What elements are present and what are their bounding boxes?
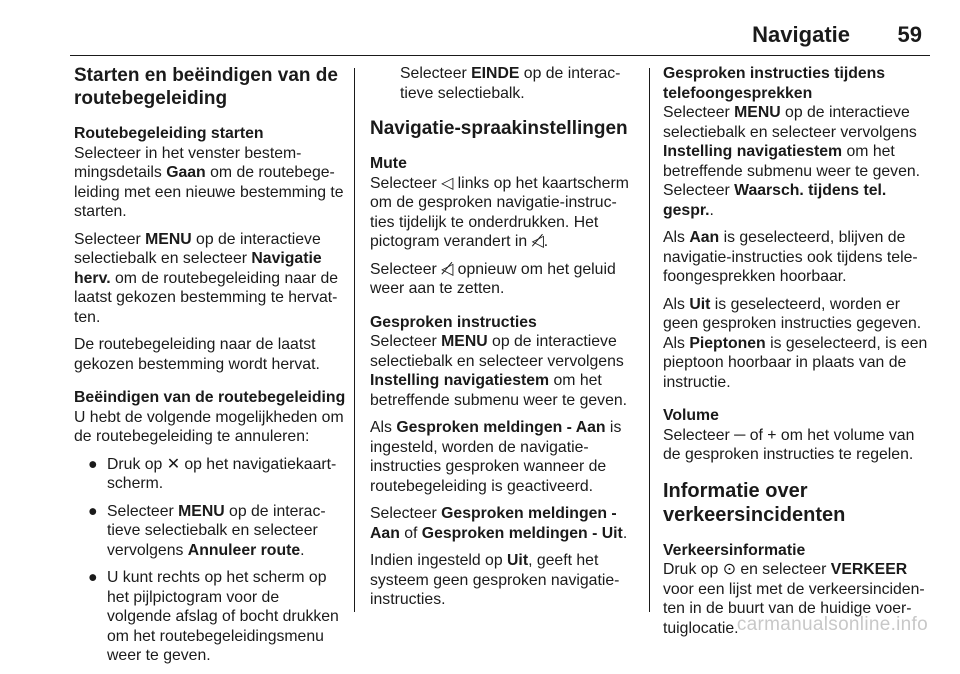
close-icon: ✕ — [166, 455, 180, 473]
page-header — [70, 18, 930, 56]
section-heading: Informatie over verkeersincidenten — [663, 479, 846, 526]
paragraph: De routebegeleiding naar de laatst gekozen bestemming wordt hervat. — [74, 336, 320, 373]
paragraph: Als Gesproken meldingen - Aan is ingesteld, worden de navigatie-instructies gesproken wanneer de routebegeleiding is geactiveerd. — [370, 419, 622, 495]
header-rule — [70, 55, 930, 56]
subheading: Verkeersinformatie — [663, 541, 806, 559]
paragraph: Selecteer Gesproken meldingen - Aan of Gesproken meldingen - Uit. — [370, 505, 628, 542]
subheading: Beëindigen van de routebegeleiding — [74, 389, 346, 406]
paragraph: Selecteer EINDE op de interac-tieve selectiebalk. — [400, 65, 621, 102]
speaker-icon: ◁ — [441, 174, 454, 192]
paragraph: Selecteer ◁ links op het kaartscherm om de gesproken navigatie-instruc-ties tijdelijk te onderdrukken. Het pictogram verandert in ◁̸. — [370, 174, 629, 250]
plus-icon: + — [767, 426, 777, 444]
subheading: Routebegeleiding starten — [74, 125, 264, 142]
column-divider-2 — [649, 68, 650, 612]
subheading: Mute — [370, 155, 407, 172]
bullet-list — [74, 455, 346, 666]
subheading: Volume — [663, 407, 719, 424]
list-item: ● Druk op ✕ op het navigatiekaart-scherm. — [88, 455, 337, 492]
speaker-muted-icon: ◁̸ — [531, 233, 544, 250]
bullet-icon: ● — [88, 455, 98, 473]
bullet-icon: ● — [88, 569, 98, 586]
paragraph: Selecteer MENU op de interactieve selectiebalk en selecteer vervolgens Instelling navigatiestem om het betreffende submenu weer te geven. Selecteer Waarsch. tijdens tel. gespr.. — [663, 104, 921, 219]
paragraph: Selecteer MENU op de interactieve selectiebalk en selecteer Navigatie herv. om de routebegeleiding naar de laatst gekozen bestemming te hervat-ten. — [74, 230, 339, 326]
paragraph: U hebt de volgende mogelijkheden om de routebegeleiding te annuleren: — [74, 408, 344, 445]
page-number: 59 — [897, 22, 922, 47]
paragraph: Indien ingesteld op Uit, geeft het systeem geen gesproken navigatie-instructies. — [370, 552, 620, 608]
list-item: ● Selecteer MENU op de interac-tieve selectiebalk en selecteer vervolgens Annuleer route. — [88, 502, 326, 559]
subheading: Gesproken instructies — [370, 313, 537, 331]
speaker-muted-icon: ◁̸ — [441, 260, 454, 278]
paragraph: Als Aan is geselecteerd, blijven de navigatie-instructies ook tijdens tele-foongesprekken hoorbaar. — [663, 229, 918, 285]
subheading: Gesproken instructies tijdens telefoongesprekken — [663, 65, 886, 102]
middle-column — [370, 64, 640, 618]
section-heading: Starten en beëindigen van de routebegeleiding — [74, 65, 338, 109]
paragraph: Selecteer in het venster bestem-mingsdetails Gaan om de routebege-leiding met een nieuwe bestemming te starten. — [74, 144, 344, 220]
traffic-icon: ⊙ — [722, 561, 736, 578]
paragraph: Als Uit is geselecteerd, worden er geen gesproken instructies gegeven. Als Pieptonen is geselecteerd, is een pieptoon hoorbaar in plaats van de instructie. — [663, 295, 928, 391]
paragraph: Selecteer ─ of + om het volume van de gesproken instructies te regelen. — [663, 426, 915, 463]
minus-icon: ─ — [734, 426, 746, 444]
paragraph: Selecteer MENU op de interactieve selectiebalk en selecteer vervolgens Instelling navigatiestem om het betreffende submenu weer te geven. — [370, 333, 628, 409]
right-column — [663, 64, 929, 646]
section-heading: Navigatie-spraakinstellingen — [370, 118, 628, 139]
left-column — [74, 64, 346, 674]
paragraph: Selecteer ◁̸ opnieuw om het geluid weer aan te zetten. — [370, 260, 616, 297]
bullet-icon: ● — [88, 502, 98, 520]
watermark: carmanualsonline.info — [736, 614, 928, 635]
column-divider-1 — [354, 68, 355, 612]
list-item: ● U kunt rechts op het scherm op het pijlpictogram voor de volgende afslag of bocht drukken om het routebegeleidingsmenu weer te geven. — [88, 569, 339, 664]
paragraph: Druk op ⊙ en selecteer VERKEER voor een lijst met de verkeersinciden-ten in de buurt van de huidige voer-tuiglocatie. — [663, 561, 925, 637]
header-title: Navigatie — [752, 22, 850, 47]
